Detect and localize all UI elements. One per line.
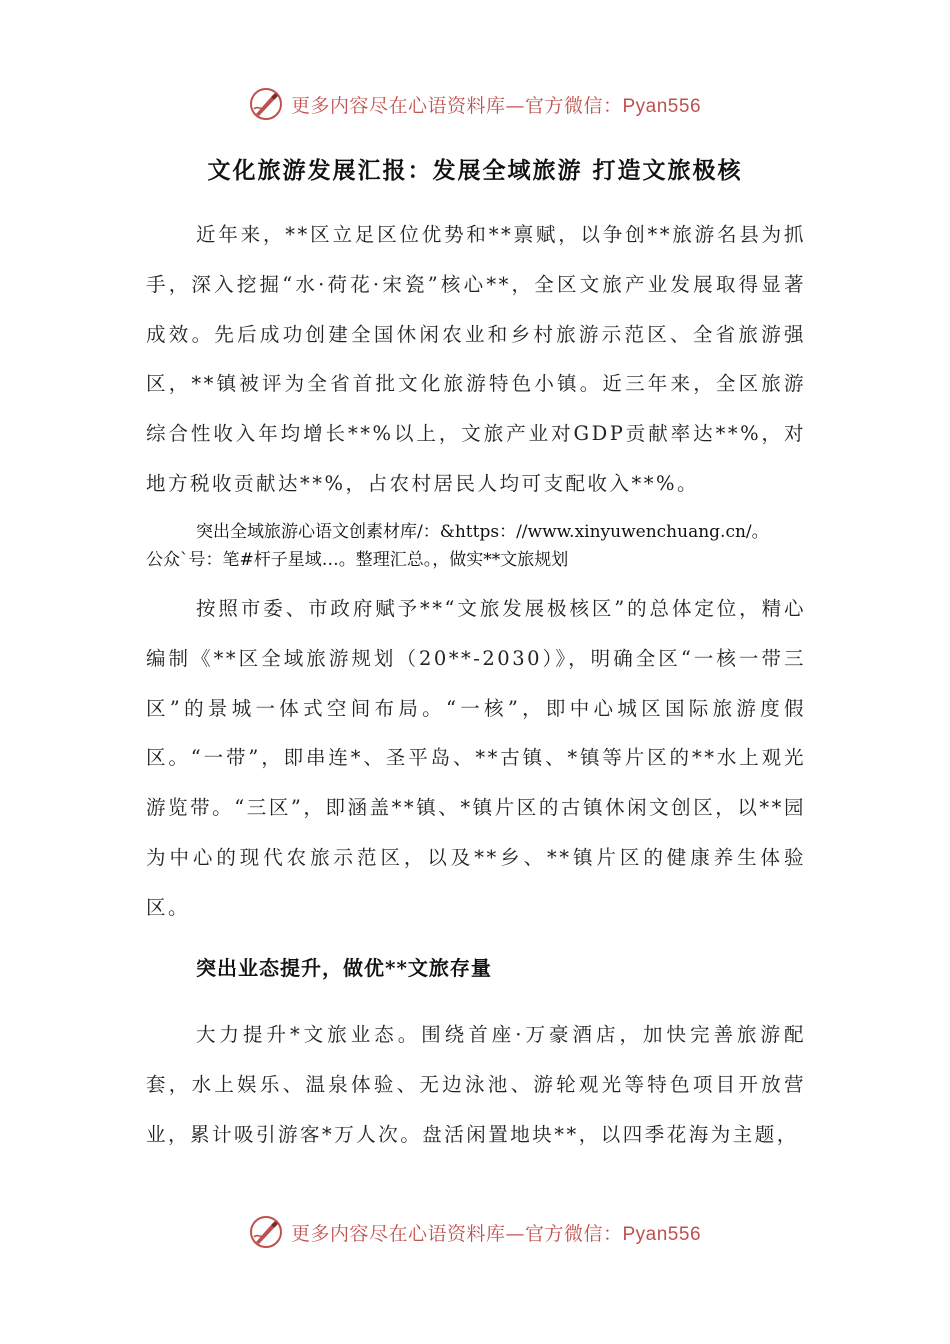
section-heading-overlay [146,518,826,574]
watermark-text [291,1219,701,1246]
document-title: 文化旅游发展汇报：发展全域旅游 打造文旅极核 [207,157,743,184]
note-line-1: 突出全域旅游心语文创素材库/：&https：//www.xinyuwenchuang.cn/。 [196,522,769,542]
pen-logo-icon [249,87,283,121]
section-heading-business: 突出业态提升，做优**文旅存量 [196,956,492,980]
note-line-2: 公众`号：笔#杆子星域…。整理汇总。，做实**文旅规划 [146,550,569,570]
paragraph-planning: 按照市委、市政府赋予**“文旅发展极核区”的总体定位，精心编制《**区全域旅游规划（20**-2030）》，明确全区“一核一带三区”的景城一体式空间布局。“一核”，即中心城区国际旅游度假区。“一带”，即串连*、圣平岛、**古镇、*镇等片区的**水上观光游览带。“三区”，即涵盖**镇、*镇片区的古镇休闲文创区，以**园为中心的现代农旅示范区，以及**乡、**镇片区的健康养生体验区。 [146,597,806,919]
watermark-caption: 更多内容尽在心语资料库—官方微信： [290,94,623,117]
pen-logo-icon [249,1215,283,1249]
header-watermark [0,84,950,124]
watermark-text [291,91,701,118]
watermark-wechat-id: Pyan556 [622,95,702,117]
paragraph-intro: 近年来，**区立足区位优势和**禀赋，以争创**旅游名县为抓手，深入挖掘“水·荷花·宋瓷”核心**，全区文旅产业发展取得显著成效。先后成功创建全国休闲农业和乡村旅游示范区、全省旅游强区，**镇被评为全省首批文化旅游特色小镇。近三年来，全区旅游综合性收入年均增长**%以上，文旅产业对GDP贡献率达**%，对地方税收贡献达**%，占农村居民人均可支配收入**%。 [146,223,806,495]
watermark-wechat-id: Pyan556 [622,1223,702,1245]
paragraph-business: 大力提升*文旅业态。围绕首座·万豪酒店，加快完善旅游配套，水上娱乐、温泉体验、无边泳池、游轮观光等特色项目开放营业，累计吸引游客*万人次。盘活闲置地块**，以四季花海为主题， [146,1023,806,1146]
watermark-caption: 更多内容尽在心语资料库—官方微信： [290,1222,623,1245]
footer-watermark [0,1212,950,1252]
